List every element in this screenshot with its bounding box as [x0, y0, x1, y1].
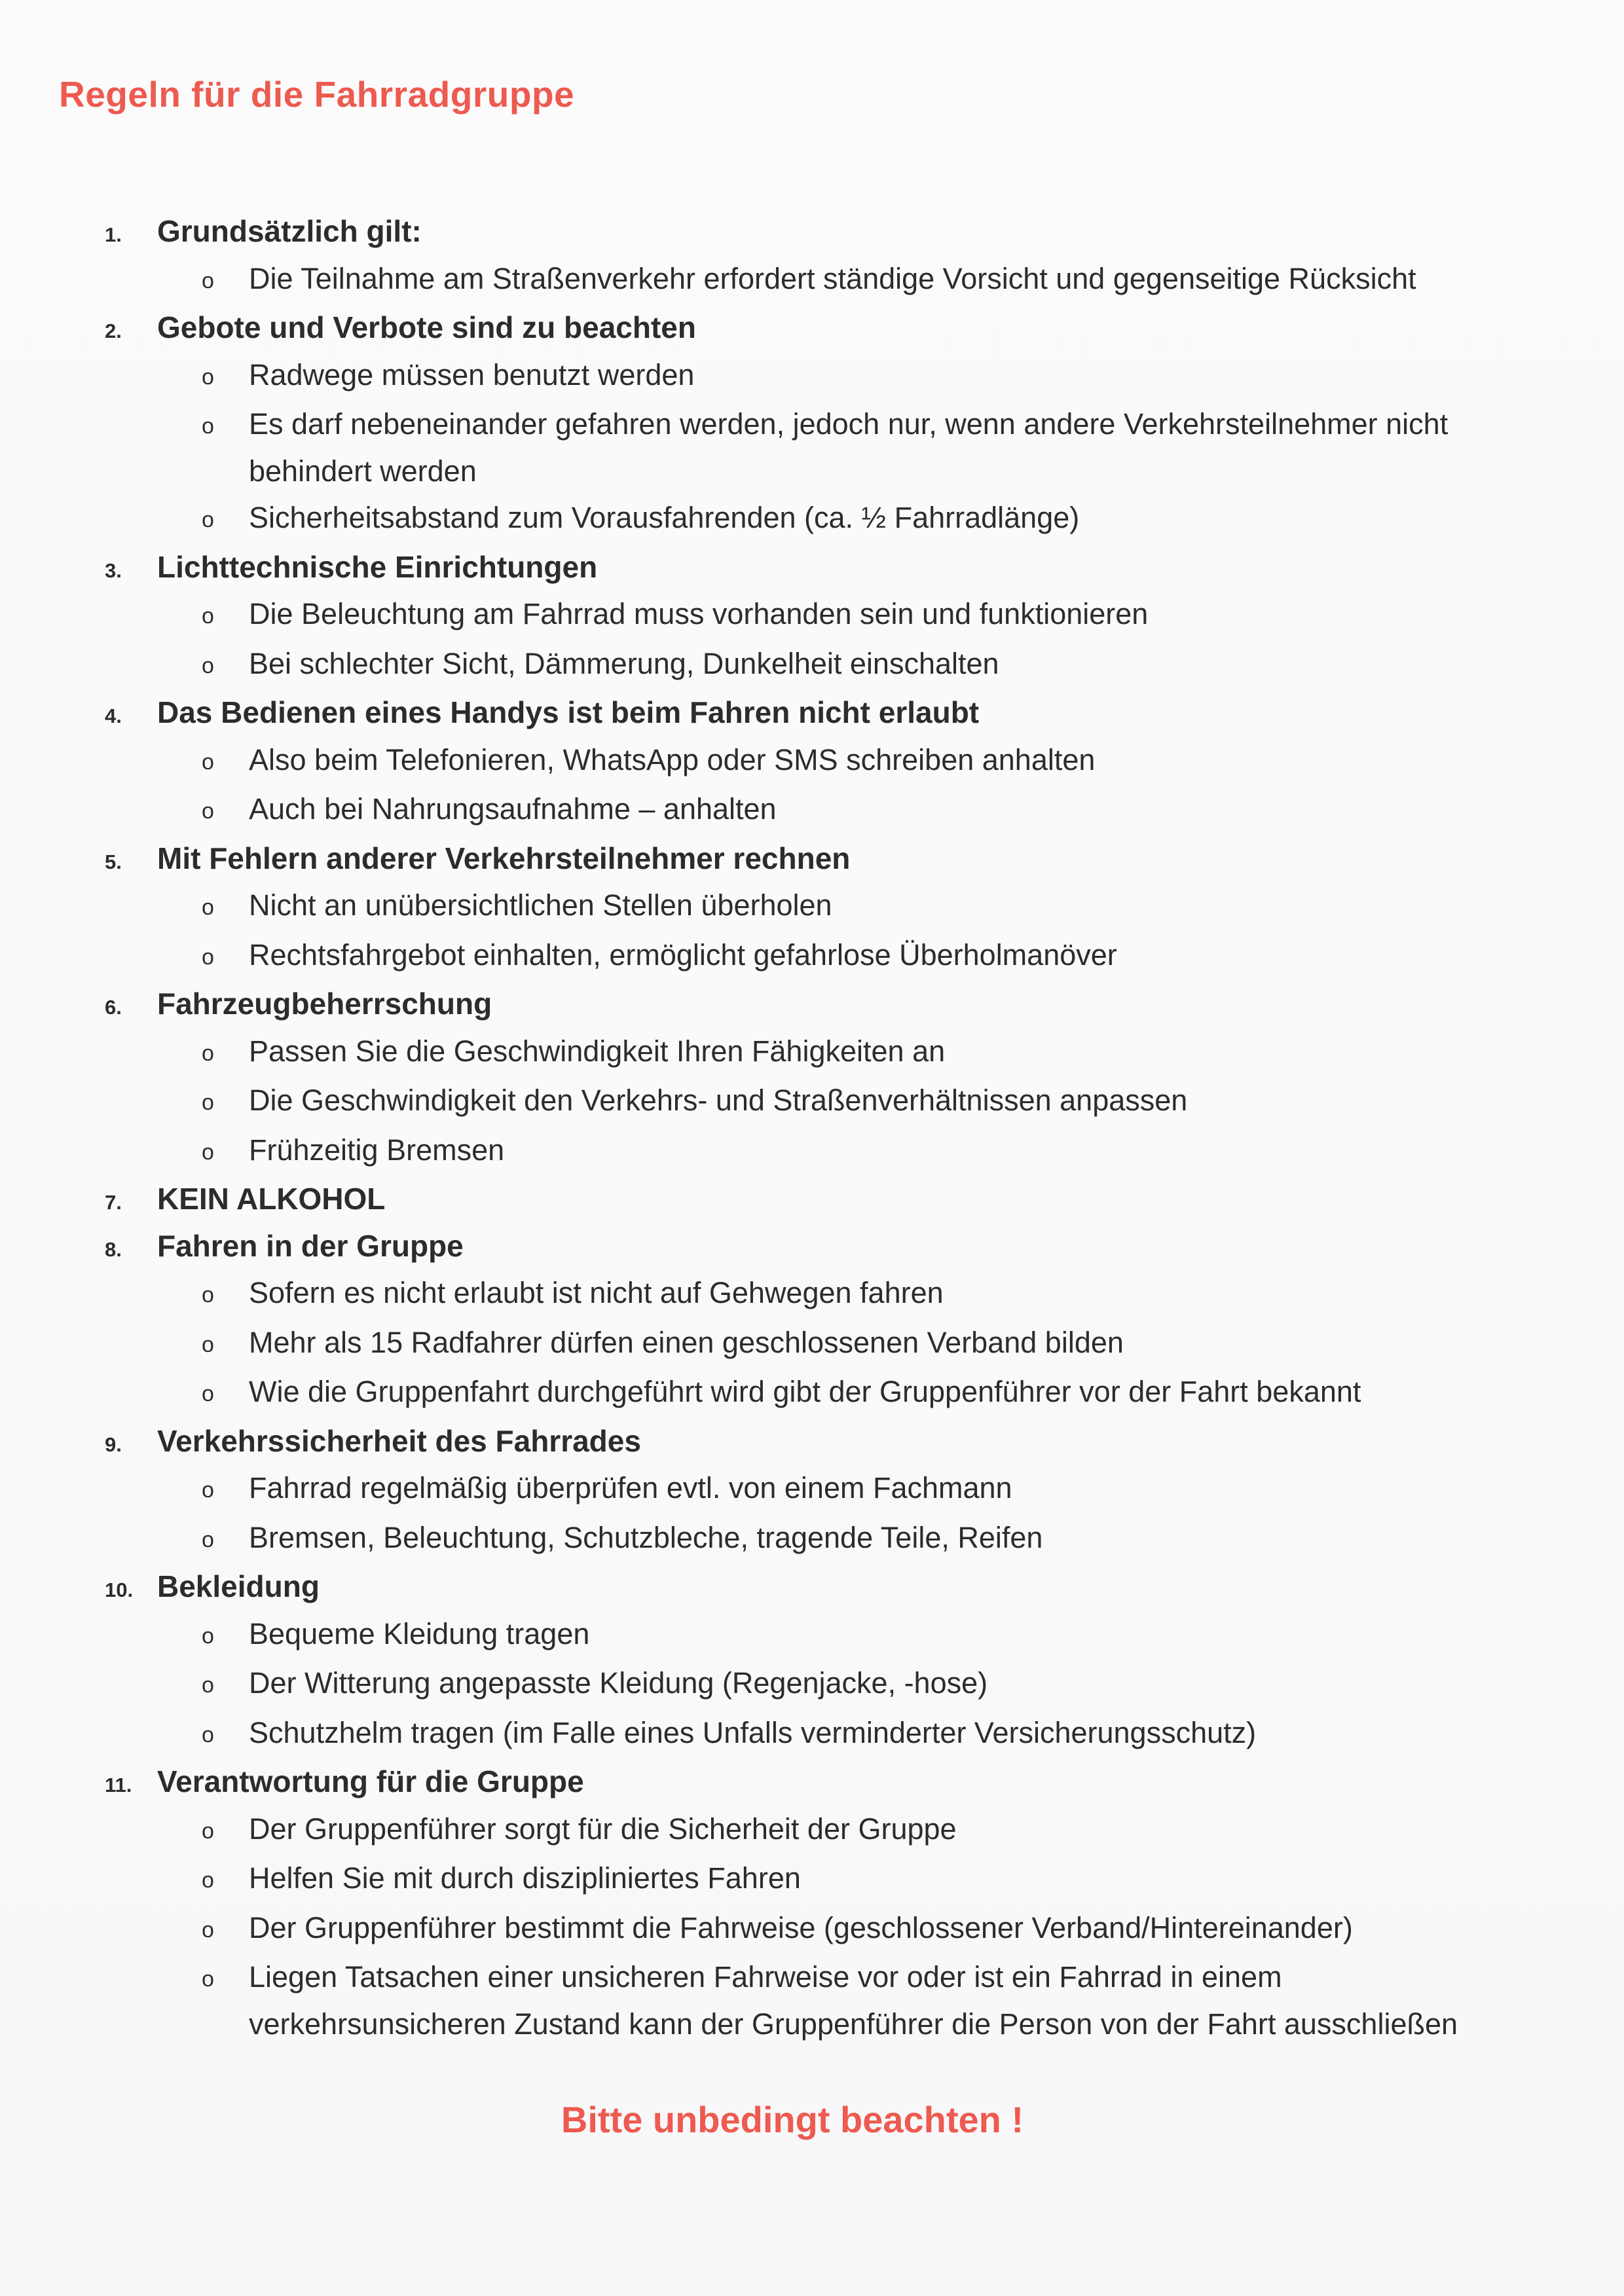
rule-title: Fahrzeugbeherrschung: [157, 987, 492, 1021]
list-item: [105, 352, 1545, 401]
bullet-circle-icon: o: [202, 414, 214, 439]
bullet-circle-icon: o: [202, 1381, 214, 1406]
list-item-text: Bequeme Kleidung tragen: [249, 1616, 590, 1650]
bullet-circle-icon: o: [202, 1040, 214, 1066]
list-item-text: Rechtsfahrgebot einhalten, ermöglicht gefahrlose Überholmanöver: [249, 938, 1117, 972]
bullet-circle-icon: o: [202, 1868, 214, 1893]
rule-bullet-list: [105, 255, 1545, 305]
list-item-text: Nicht an unübersichtlichen Stellen überholen: [249, 888, 832, 922]
bullet-circle-icon: o: [202, 1818, 214, 1844]
footer-notice: Bitte unbedingt beachten !: [561, 2099, 1024, 2140]
bullet-circle-icon: o: [202, 1722, 214, 1747]
rule-section: [105, 544, 1545, 690]
list-item: [105, 737, 1545, 786]
rule-heading: [105, 981, 1545, 1028]
bullet-circle-icon: o: [202, 799, 214, 824]
list-item-text: Schutzhelm tragen (im Falle eines Unfalls verminderter Versicherungsschutz): [249, 1715, 1257, 1749]
rule-number: 7.: [105, 1191, 122, 1214]
list-item-text: Der Witterung angepasste Kleidung (Regenjacke, -hose): [249, 1666, 988, 1700]
rule-heading: [105, 1563, 1545, 1611]
rule-bullet-list: [105, 352, 1545, 544]
rule-number: 4.: [105, 704, 122, 727]
list-item: [105, 786, 1545, 835]
rule-heading: [105, 689, 1545, 737]
list-item: [105, 1904, 1545, 1954]
list-item-text: Mehr als 15 Radfahrer dürfen einen geschlossenen Verband bilden: [249, 1325, 1124, 1359]
rule-title: Bekleidung: [157, 1569, 320, 1603]
rule-title: Verkehrssicherheit des Fahrrades: [157, 1423, 641, 1458]
rule-heading: [105, 1758, 1545, 1806]
rule-title: Gebote und Verbote sind zu beachten: [157, 310, 696, 344]
bullet-circle-icon: o: [202, 364, 214, 390]
rule-section: [105, 981, 1545, 1176]
list-item-text: Die Beleuchtung am Fahrrad muss vorhanden sein und funktionieren: [249, 597, 1149, 630]
bullet-circle-icon: o: [202, 749, 214, 774]
list-item: [105, 1368, 1545, 1418]
list-item-text: Sofern es nicht erlaubt ist nicht auf Gehwegen fahren: [249, 1276, 944, 1309]
list-item: [105, 591, 1545, 640]
rule-number: 9.: [105, 1432, 122, 1456]
rule-bullet-list: [105, 1611, 1545, 1759]
list-item: [105, 1077, 1545, 1127]
rule-title: Grundsätzlich gilt:: [157, 214, 422, 248]
rule-section: [105, 1418, 1545, 1564]
list-item-text: Passen Sie die Geschwindigkeit Ihren Fähigkeiten an: [249, 1034, 946, 1068]
bullet-circle-icon: o: [202, 1283, 214, 1307]
rule-section: [105, 1563, 1545, 1758]
bullet-circle-icon: o: [202, 1967, 214, 1992]
rule-heading: [105, 304, 1545, 352]
rule-title: Das Bedienen eines Handys ist beim Fahren nicht erlaubt: [157, 695, 980, 729]
bullet-circle-icon: o: [202, 1917, 214, 1942]
list-item-text: Fahrrad regelmäßig überprüfen evtl. von einem Fachmann: [249, 1471, 1012, 1504]
list-item: [105, 1127, 1545, 1176]
list-item: [105, 494, 1545, 544]
rule-title: Lichttechnische Einrichtungen: [157, 549, 598, 584]
list-item: [105, 1611, 1545, 1660]
rule-section: [105, 1758, 1545, 2047]
list-item-text: Bei schlechter Sicht, Dämmerung, Dunkelheit einschalten: [249, 646, 999, 680]
bullet-circle-icon: o: [202, 1673, 214, 1698]
list-item-text: Frühzeitig Bremsen: [249, 1133, 505, 1167]
rule-number: 10.: [105, 1578, 134, 1601]
rule-heading: [105, 208, 1545, 255]
list-item-text: Also beim Telefonieren, WhatsApp oder SMS schreiben anhalten: [249, 742, 1096, 776]
document-title: Regeln für die Fahrradgruppe: [59, 74, 575, 115]
rule-bullet-list: [105, 1028, 1545, 1176]
list-item: [105, 1709, 1545, 1759]
list-item-text: Wie die Gruppenfahrt durchgeführt wird gibt der Gruppenführer vor der Fahrt bekannt: [249, 1375, 1361, 1408]
rule-title: KEIN ALKOHOL: [157, 1182, 386, 1216]
list-item: [105, 1319, 1545, 1369]
bullet-circle-icon: o: [202, 1527, 214, 1552]
rule-number: 1.: [105, 223, 122, 246]
rule-bullet-list: [105, 1269, 1545, 1418]
bullet-circle-icon: o: [202, 1478, 214, 1503]
list-item-text: Die Teilnahme am Straßenverkehr erfordert ständige Vorsicht und gegenseitige Rücksicht: [249, 261, 1416, 295]
rule-section: [105, 304, 1545, 544]
list-item-text: Sicherheitsabstand zum Vorausfahrenden (ca. ½ Fahrradlänge): [249, 501, 1080, 534]
rule-title: Mit Fehlern anderer Verkehrsteilnehmer rechnen: [157, 841, 851, 875]
list-item-text: Liegen Tatsachen einer unsicheren Fahrweise vor oder ist ein Fahrrad in einem verkehrsunsicheren Zustand kann der Gruppenführer die Person von der Fahrt ausschließen: [249, 1960, 1458, 2041]
rule-section: [105, 835, 1545, 981]
rule-number: 8.: [105, 1237, 122, 1261]
bullet-circle-icon: o: [202, 1332, 214, 1357]
list-item-text: Die Geschwindigkeit den Verkehrs- und Straßenverhältnissen anpassen: [249, 1084, 1188, 1117]
rule-heading: [105, 1176, 1545, 1223]
rule-number: 5.: [105, 850, 122, 873]
rule-section: [105, 689, 1545, 835]
bullet-circle-icon: o: [202, 1090, 214, 1115]
rule-heading: [105, 835, 1545, 883]
rule-title: Verantwortung für die Gruppe: [157, 1764, 584, 1798]
rule-title: Fahren in der Gruppe: [157, 1228, 464, 1263]
rule-number: 11.: [105, 1774, 132, 1796]
rule-bullet-list: [105, 1465, 1545, 1563]
rule-section: [105, 1176, 1545, 1223]
list-item: [105, 1660, 1545, 1709]
list-item: [105, 1465, 1545, 1514]
bullet-circle-icon: o: [202, 268, 214, 293]
bullet-circle-icon: o: [202, 1623, 214, 1649]
list-item-text: Helfen Sie mit durch diszipliniertes Fahren: [249, 1861, 801, 1895]
list-item: [105, 1028, 1545, 1078]
rule-bullet-list: [105, 737, 1545, 835]
bullet-circle-icon: o: [202, 653, 214, 678]
rule-number: 6.: [105, 996, 122, 1019]
rules-list: [105, 208, 1545, 2047]
rule-heading: [105, 1418, 1545, 1465]
list-item: [105, 1954, 1545, 2047]
list-item: [105, 401, 1545, 494]
bullet-circle-icon: o: [202, 944, 214, 970]
list-item: [105, 1855, 1545, 1904]
list-item: [105, 1806, 1545, 1855]
list-item-text: Der Gruppenführer sorgt für die Sicherheit der Gruppe: [249, 1812, 957, 1846]
rule-heading: [105, 544, 1545, 591]
list-item: [105, 932, 1545, 981]
list-item-text: Der Gruppenführer bestimmt die Fahrweise (geschlossener Verband/Hintereinander): [249, 1910, 1353, 1944]
rule-section: [105, 1223, 1545, 1418]
list-item: [105, 1514, 1545, 1564]
list-item: [105, 640, 1545, 690]
rule-bullet-list: [105, 882, 1545, 981]
rule-bullet-list: [105, 1806, 1545, 2048]
list-item-text: Radwege müssen benutzt werden: [249, 357, 695, 392]
list-item-text: Es darf nebeneinander gefahren werden, jedoch nur, wenn andere Verkehrsteilnehmer nicht behindert werden: [249, 407, 1449, 488]
rule-number: 2.: [105, 319, 122, 342]
rule-bullet-list: [105, 591, 1545, 689]
rule-heading: [105, 1223, 1545, 1270]
rule-section: [105, 208, 1545, 304]
bullet-circle-icon: o: [202, 604, 214, 629]
list-item: [105, 255, 1545, 305]
bullet-circle-icon: o: [202, 1139, 214, 1165]
list-item: [105, 1269, 1545, 1319]
rule-number: 3.: [105, 558, 122, 582]
list-item-text: Bremsen, Beleuchtung, Schutzbleche, tragende Teile, Reifen: [249, 1520, 1043, 1554]
list-item: [105, 882, 1545, 932]
bullet-circle-icon: o: [202, 507, 214, 532]
bullet-circle-icon: o: [202, 895, 214, 920]
list-item-text: Auch bei Nahrungsaufnahme – anhalten: [249, 792, 777, 826]
